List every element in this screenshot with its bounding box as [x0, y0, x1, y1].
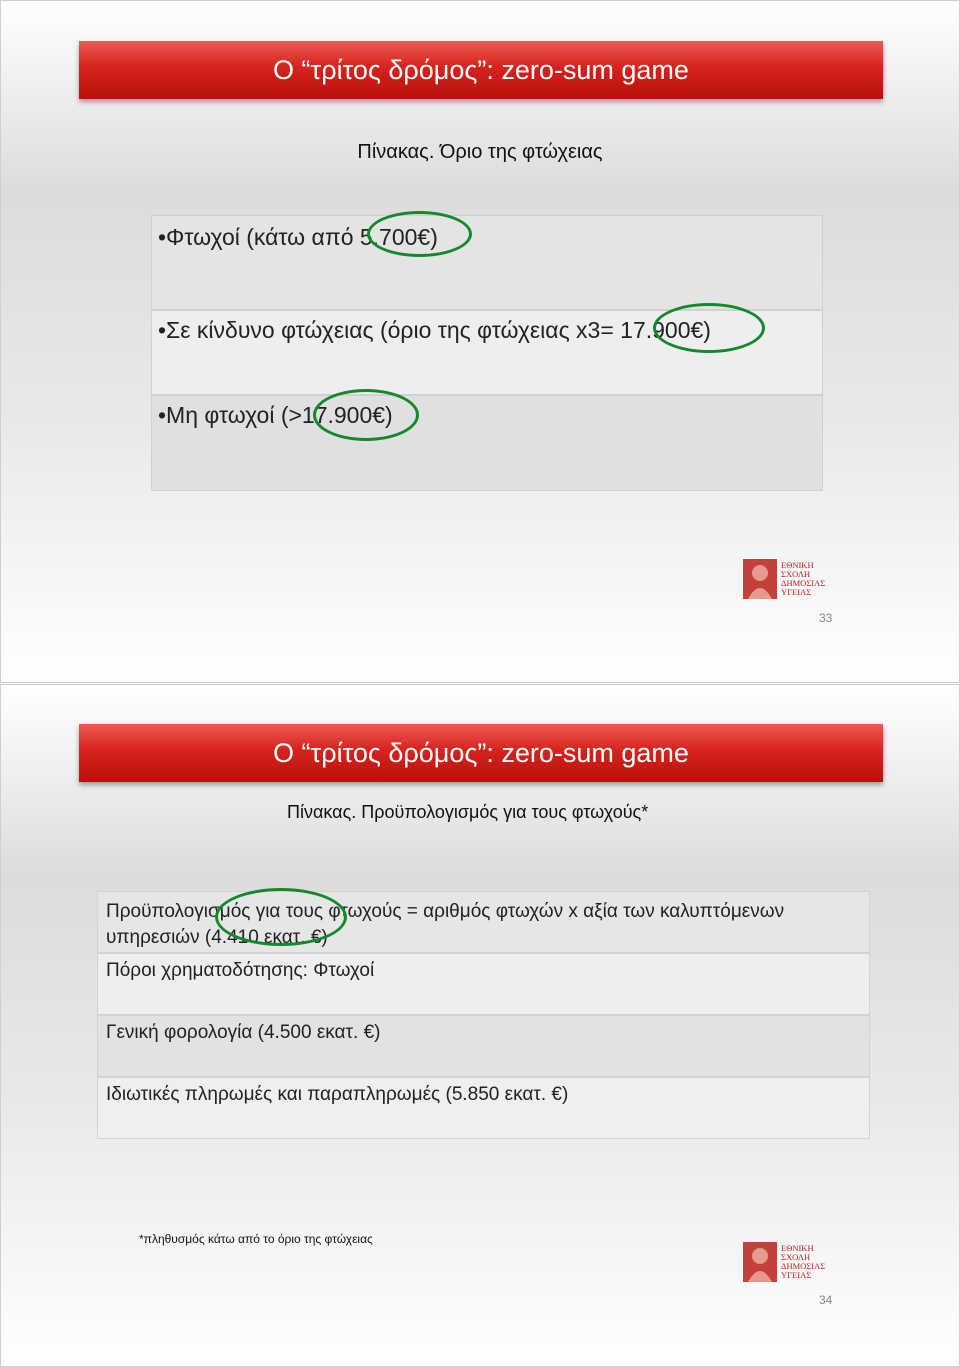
table-row [151, 310, 823, 395]
slide-33 [0, 0, 960, 683]
table-row [97, 1015, 870, 1077]
table-caption: Πίνακας. Όριο της φτώχειας [357, 141, 603, 163]
table-row [151, 395, 823, 491]
school-logo [743, 1242, 831, 1284]
footnote: *πληθυσμός κάτω από το όριο της φτώχειας [139, 1232, 373, 1246]
svg-text:ΣΧΟΛΗ: ΣΧΟΛΗ [781, 569, 811, 579]
svg-text:ΕΘΝΙΚΗ: ΕΘΝΙΚΗ [781, 1243, 814, 1253]
table-caption: Πίνακας. Προϋπολογισμός για τους φτωχούς* [287, 802, 649, 822]
row-text-poor: •Φτωχοί (κάτω από 5.700€) [158, 224, 438, 250]
row-line-2: υπηρεσιών (4.410 εκατ. €) [106, 927, 328, 948]
page-number: 34 [819, 1293, 833, 1307]
slide-title: Ο “τρίτος δρόμος”: zero-sum game [79, 41, 883, 99]
svg-text:ΔΗΜΟΣΙΑΣ: ΔΗΜΟΣΙΑΣ [781, 1261, 826, 1271]
slide-title: Ο “τρίτος δρόμος”: zero-sum game [79, 724, 883, 782]
svg-text:ΥΓΕΙΑΣ: ΥΓΕΙΑΣ [781, 587, 812, 597]
svg-text:ΣΧΟΛΗ: ΣΧΟΛΗ [781, 1252, 811, 1262]
table-row [151, 215, 823, 310]
row-text-not-poor: •Μη φτωχοί (>17.900€) [158, 402, 393, 428]
row-line-1: Προϋπολογισμός για τους φτωχούς = αριθμός φτωχών x αξία των καλυπτόμενων [106, 901, 785, 922]
slide-34 [0, 684, 960, 1367]
table-row [97, 953, 870, 1015]
row-text-general-tax: Γενική φορολογία (4.500 εκατ. €) [106, 1022, 381, 1043]
svg-text:ΕΘΝΙΚΗ: ΕΘΝΙΚΗ [781, 560, 814, 570]
row-text-private-payments: Ιδιωτικές πληρωμές και παραπληρωμές (5.850 εκατ. €) [106, 1084, 569, 1105]
row-text-budget [106, 899, 784, 951]
table-row [97, 1077, 870, 1139]
school-logo [743, 559, 831, 601]
row-text-at-risk: •Σε κίνδυνο φτώχειας (όριο της φτώχειας x3= 17.900€) [158, 317, 711, 343]
budget-table [97, 891, 870, 1139]
poverty-threshold-table [151, 215, 823, 491]
row-text-funding: Πόροι χρηματοδότησης: Φτωχοί [106, 960, 375, 981]
svg-text:ΥΓΕΙΑΣ: ΥΓΕΙΑΣ [781, 1270, 812, 1280]
svg-text:ΔΗΜΟΣΙΑΣ: ΔΗΜΟΣΙΑΣ [781, 578, 826, 588]
table-row [97, 891, 870, 953]
page-number: 33 [819, 611, 833, 625]
